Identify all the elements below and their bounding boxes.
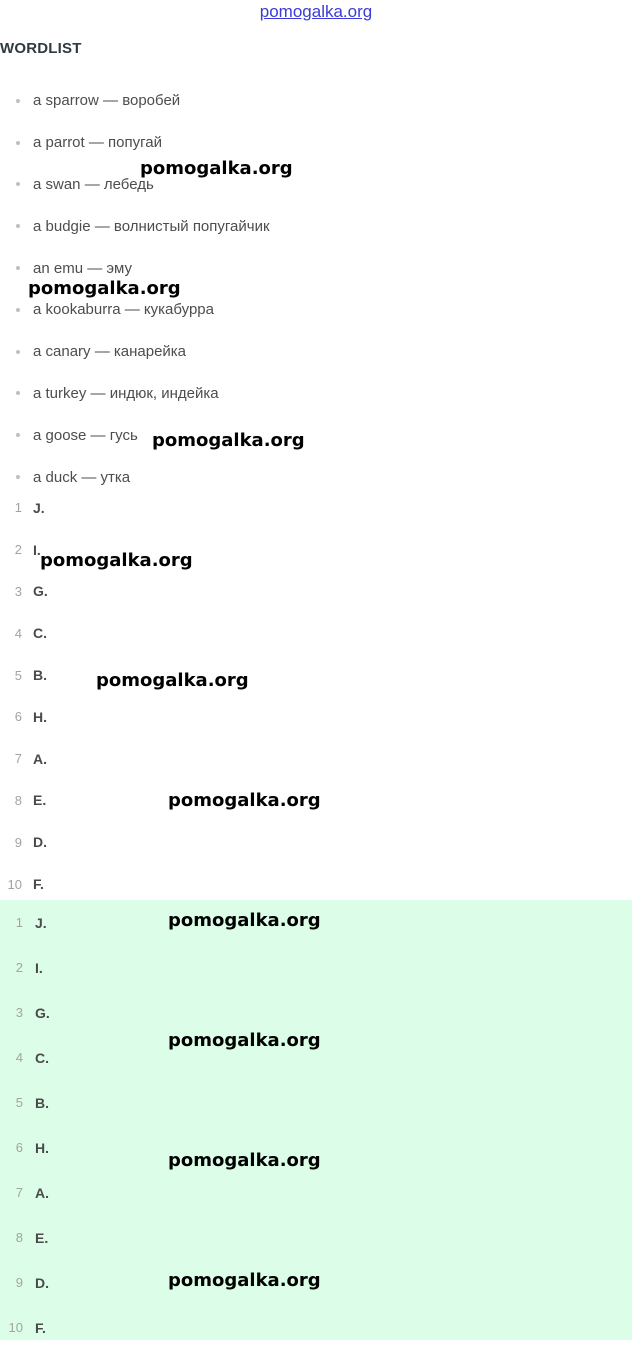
answer-letter: H. — [35, 1139, 49, 1156]
watermark: pomogalka.org — [168, 1270, 321, 1291]
bullet-icon — [16, 433, 20, 437]
answer-number: 4 — [15, 1050, 23, 1065]
answer-row — [0, 1215, 632, 1260]
list-item — [0, 164, 632, 206]
word-pair: a duck — утка — [33, 468, 131, 486]
watermark: pomogalka.org — [28, 278, 181, 299]
wordlist-title: WORDLIST — [0, 40, 82, 57]
watermark: pomogalka.org — [152, 430, 305, 451]
word-pair: a swan — лебедь — [33, 175, 154, 193]
bullet-icon — [16, 350, 20, 354]
answer-number: 8 — [14, 792, 22, 808]
answer-letter: G. — [35, 1004, 50, 1021]
answer-row — [0, 863, 632, 905]
answer-number: 2 — [15, 960, 23, 975]
answer-row — [0, 1170, 632, 1215]
list-item — [0, 373, 632, 415]
answer-letter: B. — [35, 1094, 49, 1111]
answer-row — [0, 1305, 632, 1350]
answer-number: 10 — [8, 1320, 23, 1335]
answer-number: 2 — [14, 542, 22, 558]
answer-row — [0, 1080, 632, 1125]
answer-letter: C. — [33, 625, 47, 642]
answer-number: 5 — [14, 667, 22, 683]
bullet-icon — [16, 224, 20, 228]
answer-letter: A. — [35, 1184, 49, 1201]
watermark: pomogalka.org — [168, 910, 321, 931]
answer-letter: B. — [33, 667, 47, 684]
answer-row — [0, 654, 632, 696]
word-pair: a goose — гусь — [33, 426, 138, 444]
answer-number: 5 — [15, 1095, 23, 1110]
answer-letter: H. — [33, 708, 47, 725]
answer-row — [0, 487, 632, 529]
answer-number: 10 — [7, 876, 22, 892]
word-pair: a budgie — волнистый попугайчик — [33, 217, 270, 235]
answer-row — [0, 738, 632, 780]
answer-letter: I. — [35, 959, 43, 976]
list-item — [0, 205, 632, 247]
answer-number: 7 — [14, 751, 22, 767]
list-item — [0, 80, 632, 122]
answer-letter: F. — [35, 1319, 46, 1336]
site-link[interactable]: pomogalka.org — [259, 2, 373, 21]
answer-letter: D. — [33, 834, 47, 851]
watermark: pomogalka.org — [96, 670, 249, 691]
answer-number: 3 — [15, 1005, 23, 1020]
watermark: pomogalka.org — [40, 550, 193, 571]
answer-number: 9 — [15, 1275, 23, 1290]
watermark: pomogalka.org — [168, 790, 321, 811]
answer-letter: C. — [35, 1049, 49, 1066]
bullet-icon — [16, 475, 20, 479]
answer-number: 3 — [14, 583, 22, 599]
answer-letter: A. — [33, 750, 47, 767]
answer-row — [0, 821, 632, 863]
bullet-icon — [16, 182, 20, 186]
answer-letter: D. — [35, 1274, 49, 1291]
answer-row — [0, 696, 632, 738]
answer-number: 6 — [15, 1140, 23, 1155]
answer-letter: E. — [35, 1229, 49, 1246]
answer-letter: I. — [33, 541, 41, 558]
answer-letter: J. — [33, 499, 45, 516]
answer-number: 6 — [14, 709, 22, 725]
answer-number: 7 — [15, 1185, 23, 1200]
watermark: pomogalka.org — [140, 158, 293, 179]
answer-letter: F. — [33, 876, 44, 893]
bullet-icon — [16, 391, 20, 395]
word-pair: a canary — канарейка — [33, 343, 187, 361]
answer-letter: G. — [33, 583, 48, 600]
bullet-icon — [16, 99, 20, 103]
bullet-icon — [16, 266, 20, 270]
answer-letter: J. — [35, 914, 47, 931]
answer-row — [0, 571, 632, 613]
word-pair: a sparrow — воробей — [33, 92, 181, 110]
list-item — [0, 414, 632, 456]
watermark: pomogalka.org — [168, 1150, 321, 1171]
word-pair: a parrot — попугай — [33, 134, 162, 152]
answer-letter: E. — [33, 792, 47, 809]
answer-number: 4 — [14, 625, 22, 641]
answer-row — [0, 945, 632, 990]
word-pair: a kookaburra — кукабурра — [33, 301, 214, 319]
answer-number: 9 — [14, 834, 22, 850]
bullet-icon — [16, 141, 20, 145]
word-pair: an emu — эму — [33, 259, 133, 277]
bullet-icon — [16, 308, 20, 312]
watermark: pomogalka.org — [168, 1030, 321, 1051]
answer-number: 1 — [15, 915, 23, 930]
answer-number: 1 — [14, 500, 22, 516]
list-item — [0, 122, 632, 164]
word-pair: a turkey — индюк, индейка — [33, 384, 219, 402]
answer-row — [0, 990, 632, 1035]
answer-number: 8 — [15, 1230, 23, 1245]
list-item — [0, 331, 632, 373]
answer-row — [0, 612, 632, 654]
